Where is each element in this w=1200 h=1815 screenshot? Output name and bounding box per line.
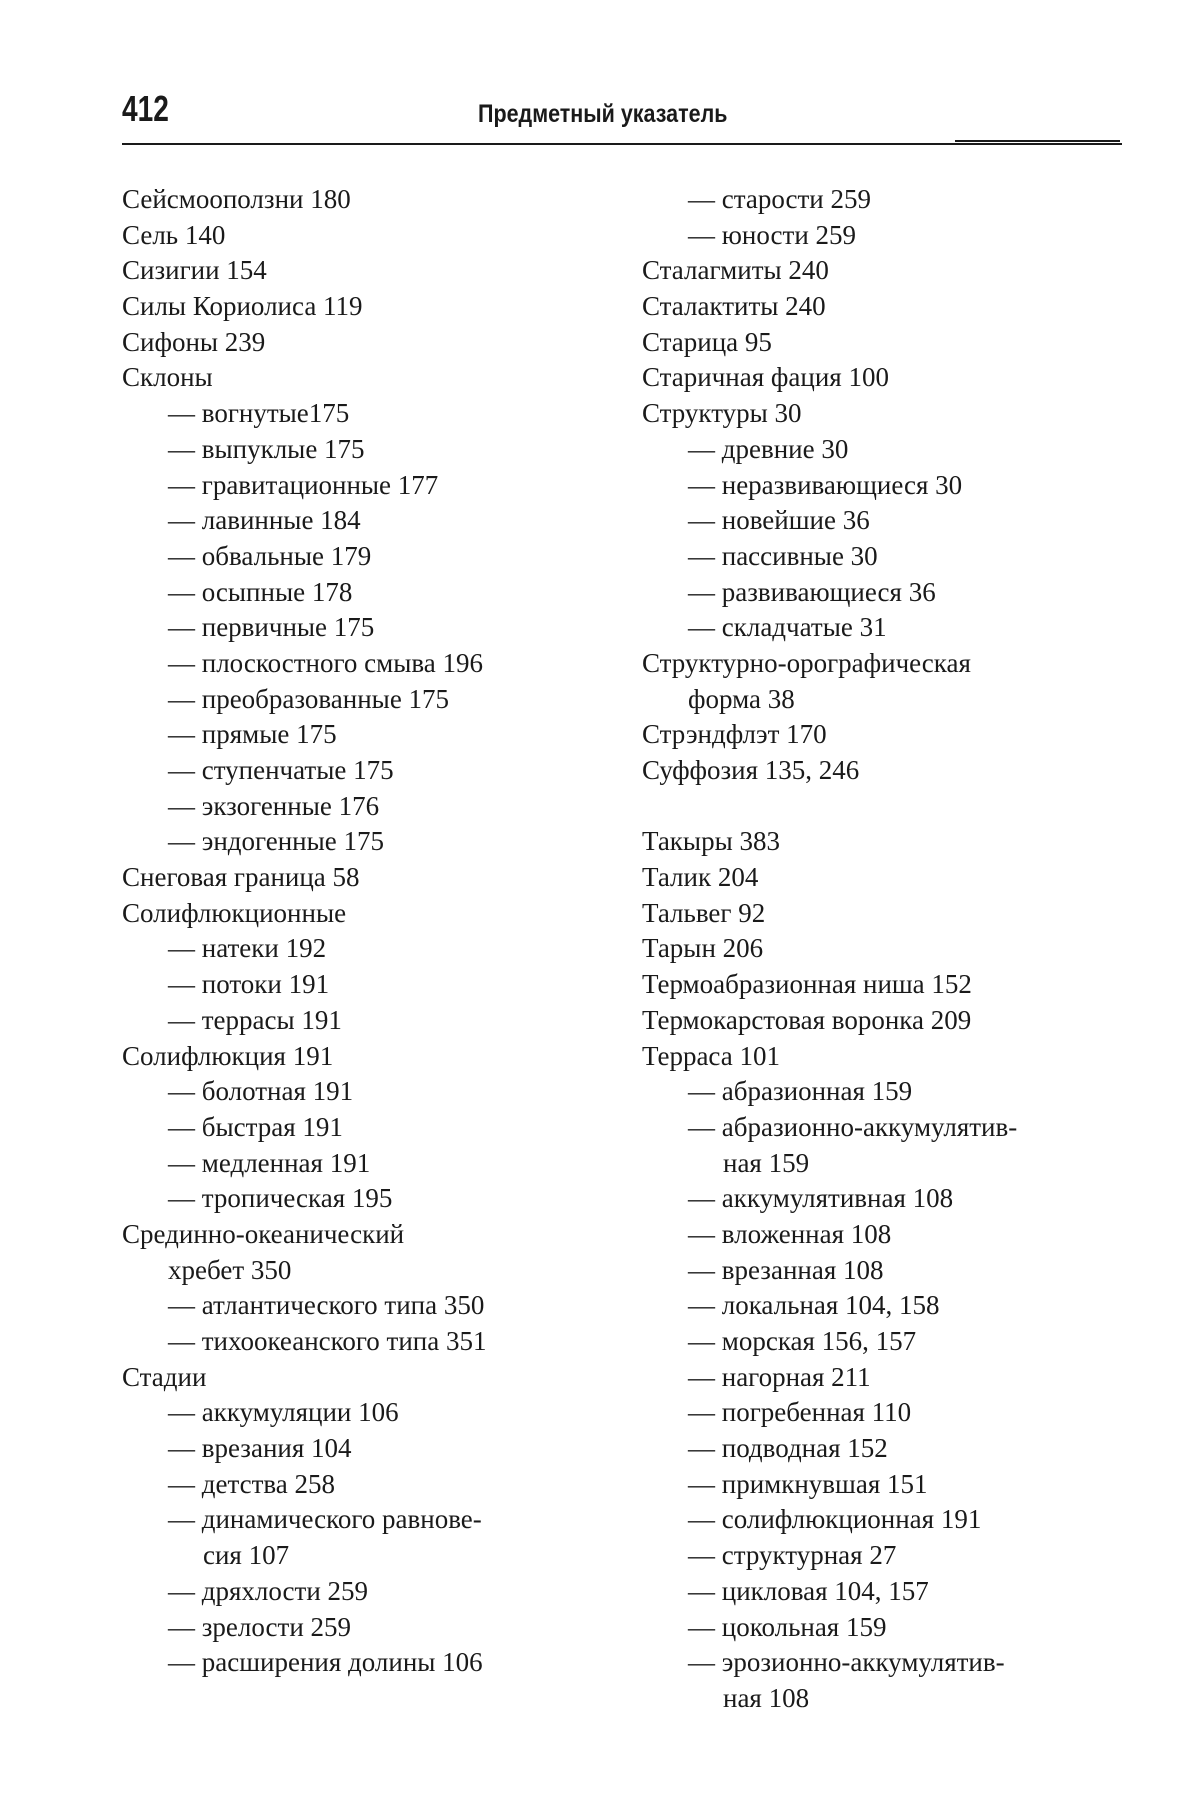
index-entry: Солифлюкционные bbox=[122, 897, 347, 928]
index-subentry: — ступенчатые 175 bbox=[168, 755, 394, 785]
index-entry: Тальвег 92 bbox=[642, 897, 766, 928]
index-entry-continuation: хребет 350 bbox=[168, 1254, 292, 1285]
index-entry: Структурно-орографическая bbox=[642, 647, 971, 678]
index-subentry: — морская 156, 157 bbox=[688, 1326, 917, 1356]
index-subentry: — атлантического типа 350 bbox=[168, 1290, 485, 1321]
index-column-right bbox=[642, 182, 1122, 1717]
index-subentry: — выпуклые 175 bbox=[168, 433, 365, 464]
index-subentry: — первичные 175 bbox=[168, 612, 375, 643]
index-subentry: — абразионная 159 bbox=[688, 1076, 913, 1107]
index-subentry: — цикловая 104, 157 bbox=[688, 1575, 929, 1606]
index-subentry: — абразионно-аккумулятив- bbox=[688, 1111, 1018, 1142]
index-subentry: — древние 30 bbox=[688, 433, 849, 464]
header-rule bbox=[122, 143, 1122, 145]
index-subentry: — детства 258 bbox=[168, 1468, 336, 1499]
index-subentry: — примкнувшая 151 bbox=[688, 1468, 928, 1499]
index-subentry: — цокольная 159 bbox=[688, 1611, 887, 1642]
index-subentry: — осыпные 178 bbox=[168, 576, 353, 607]
index-subentry: — аккумулятивная 108 bbox=[688, 1183, 954, 1214]
index-entry-continuation: ная 159 bbox=[723, 1147, 810, 1178]
index-subentry: — старости 259 bbox=[688, 184, 872, 214]
index-subentry: — врезанная 108 bbox=[688, 1254, 884, 1285]
index-subentry: — обвальные 179 bbox=[168, 540, 372, 571]
index-entry: Такыры 383 bbox=[642, 826, 780, 857]
index-entry: Термоабразионная ниша 152 bbox=[642, 969, 972, 1000]
header-rule-tail bbox=[955, 140, 1120, 142]
index-entry: Солифлюкция 191 bbox=[122, 1040, 334, 1071]
index-subentry: — динамического равнове- bbox=[168, 1504, 482, 1535]
index-subentry: — экзогенные 176 bbox=[168, 790, 380, 821]
index-subentry: — дряхлости 259 bbox=[168, 1575, 369, 1606]
index-entry: Сифоны 239 bbox=[122, 326, 266, 357]
index-subentry: — плоскостного смыва 196 bbox=[168, 647, 483, 678]
index-subentry: — подводная 152 bbox=[688, 1433, 888, 1464]
running-title: Предметный указатель bbox=[478, 100, 728, 128]
index-entry: Старичная фация 100 bbox=[642, 362, 889, 393]
index-subentry: — потоки 191 bbox=[168, 969, 330, 1000]
index-entry-continuation: сия 107 bbox=[203, 1540, 290, 1571]
index-subentry: — болотная 191 bbox=[168, 1076, 354, 1107]
index-entry: Старица 95 bbox=[642, 326, 772, 357]
index-subentry: — неразвивающиеся 30 bbox=[688, 469, 963, 500]
index-entry-continuation: форма 38 bbox=[688, 683, 795, 714]
index-entry: Тарын 206 bbox=[642, 933, 764, 964]
index-subentry: — расширения долины 106 bbox=[168, 1647, 483, 1678]
index-subentry: — вогнутые175 bbox=[168, 398, 350, 429]
index-subentry: — прямые 175 bbox=[168, 719, 337, 750]
index-subentry: — развивающиеся 36 bbox=[688, 576, 936, 607]
index-subentry: — натеки 192 bbox=[168, 933, 327, 964]
section-gap bbox=[642, 789, 1122, 825]
index-subentry: — нагорная 211 bbox=[688, 1361, 871, 1392]
index-subentry: — пассивные 30 bbox=[688, 540, 878, 571]
index-entry: Сейсмооползни 180 bbox=[122, 184, 351, 214]
index-subentry: — солифлюкционная 191 bbox=[688, 1504, 982, 1535]
index-subentry: — преобразованные 175 bbox=[168, 683, 450, 714]
index-subentry: — складчатые 31 bbox=[688, 612, 887, 643]
index-subentry: — врезания 104 bbox=[168, 1433, 352, 1464]
index-subentry: — локальная 104, 158 bbox=[688, 1290, 940, 1321]
index-subentry: — погребенная 110 bbox=[688, 1397, 912, 1428]
index-entry: Сель 140 bbox=[122, 219, 226, 250]
index-entry: Суффозия 135, 246 bbox=[642, 755, 860, 785]
index-subentry: — эндогенные 175 bbox=[168, 826, 384, 857]
index-subentry: — зрелости 259 bbox=[168, 1611, 352, 1642]
index-entry: Терраса 101 bbox=[642, 1040, 780, 1071]
index-entry: Термокарстовая воронка 209 bbox=[642, 1004, 972, 1035]
index-entry: Талик 204 bbox=[642, 862, 759, 893]
index-subentry: — гравитационные 177 bbox=[168, 469, 439, 500]
index-entry: Срединно-океанический bbox=[122, 1218, 405, 1249]
index-subentry: — быстрая 191 bbox=[168, 1111, 343, 1142]
index-entry: Склоны bbox=[122, 362, 213, 393]
index-subentry: — террасы 191 bbox=[168, 1004, 342, 1035]
index-entry: Структуры 30 bbox=[642, 398, 802, 429]
index-entry: Сталагмиты 240 bbox=[642, 255, 829, 286]
index-entry: Силы Кориолиса 119 bbox=[122, 291, 363, 322]
index-subentry: — эрозионно-аккумулятив- bbox=[688, 1647, 1005, 1678]
page-number: 412 bbox=[122, 88, 169, 129]
index-entry: Снеговая граница 58 bbox=[122, 862, 360, 893]
index-subentry: — новейшие 36 bbox=[688, 505, 870, 536]
index-subentry: — тихоокеанского типа 351 bbox=[168, 1326, 487, 1356]
index-subentry: — вложенная 108 bbox=[688, 1218, 892, 1249]
index-subentry: — юности 259 bbox=[688, 219, 857, 250]
index-subentry: — структурная 27 bbox=[688, 1540, 897, 1571]
index-entry-continuation: ная 108 bbox=[723, 1682, 810, 1713]
index-subentry: — лавинные 184 bbox=[168, 505, 361, 536]
index-entry: Стадии bbox=[122, 1361, 207, 1392]
index-entry: Сизигии 154 bbox=[122, 255, 267, 286]
index-entry: Сталактиты 240 bbox=[642, 291, 826, 322]
index-subentry: — медленная 191 bbox=[168, 1147, 371, 1178]
index-entry: Стрэндфлэт 170 bbox=[642, 719, 827, 750]
index-subentry: — тропическая 195 bbox=[168, 1183, 393, 1214]
index-column-left bbox=[122, 182, 642, 1681]
index-subentry: — аккумуляции 106 bbox=[168, 1397, 399, 1428]
